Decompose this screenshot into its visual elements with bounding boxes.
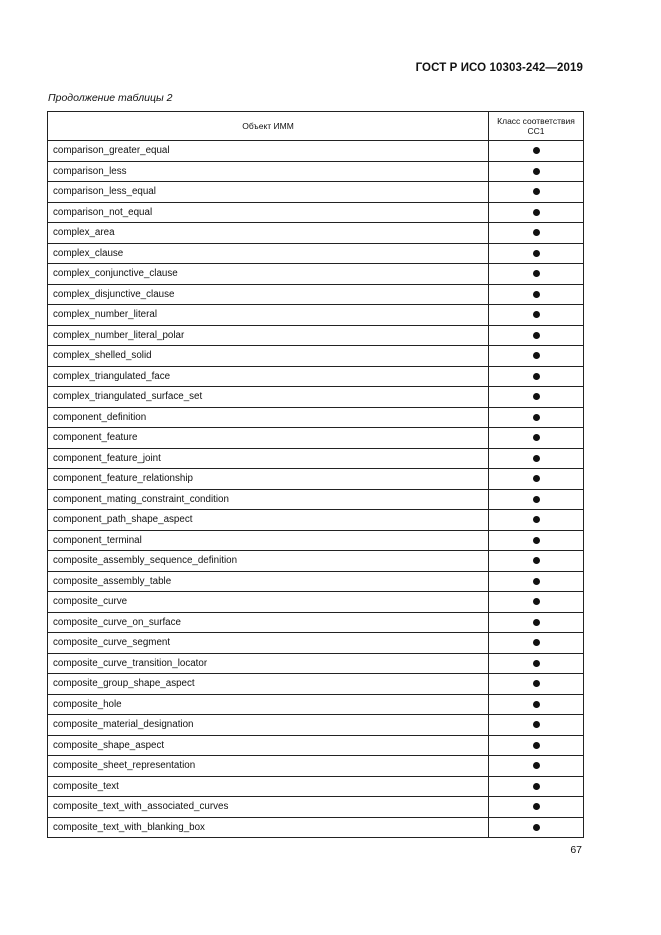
conformance-mark-cell bbox=[489, 448, 584, 469]
conformance-mark-cell bbox=[489, 715, 584, 736]
object-name-cell: composite_shape_aspect bbox=[48, 735, 489, 756]
conformance-table bbox=[47, 111, 584, 838]
conformance-mark-cell bbox=[489, 551, 584, 572]
object-name-cell: component_terminal bbox=[48, 530, 489, 551]
object-name-cell: component_feature bbox=[48, 428, 489, 449]
conformance-mark-cell bbox=[489, 407, 584, 428]
object-name-cell: complex_triangulated_face bbox=[48, 366, 489, 387]
filled-circle-icon bbox=[533, 783, 540, 790]
filled-circle-icon bbox=[533, 229, 540, 236]
object-name-cell: component_feature_relationship bbox=[48, 469, 489, 490]
object-name-cell: complex_number_literal bbox=[48, 305, 489, 326]
table-row bbox=[48, 243, 584, 264]
table-row bbox=[48, 141, 584, 162]
table-row bbox=[48, 571, 584, 592]
object-name-cell: component_feature_joint bbox=[48, 448, 489, 469]
conformance-mark-cell bbox=[489, 284, 584, 305]
conformance-mark-cell bbox=[489, 264, 584, 285]
table-row bbox=[48, 530, 584, 551]
table-row bbox=[48, 756, 584, 777]
object-name-cell: complex_clause bbox=[48, 243, 489, 264]
table-row bbox=[48, 407, 584, 428]
filled-circle-icon bbox=[533, 250, 540, 257]
filled-circle-icon bbox=[533, 639, 540, 646]
filled-circle-icon bbox=[533, 516, 540, 523]
object-name-cell: composite_material_designation bbox=[48, 715, 489, 736]
table-row bbox=[48, 284, 584, 305]
object-name-cell: composite_group_shape_aspect bbox=[48, 674, 489, 695]
conformance-mark-cell bbox=[489, 489, 584, 510]
object-name-cell: component_path_shape_aspect bbox=[48, 510, 489, 531]
filled-circle-icon bbox=[533, 680, 540, 687]
column-header-conformance-class bbox=[489, 112, 584, 141]
object-name-cell: complex_triangulated_surface_set bbox=[48, 387, 489, 408]
table-body bbox=[48, 141, 584, 838]
object-name-cell: component_mating_constraint_condition bbox=[48, 489, 489, 510]
filled-circle-icon bbox=[533, 578, 540, 585]
filled-circle-icon bbox=[533, 598, 540, 605]
conformance-mark-cell bbox=[489, 510, 584, 531]
table-row bbox=[48, 223, 584, 244]
table-row bbox=[48, 674, 584, 695]
object-name-cell: composite_curve bbox=[48, 592, 489, 613]
document-code: ГОСТ Р ИСО 10303-242—2019 bbox=[415, 62, 583, 74]
filled-circle-icon bbox=[533, 270, 540, 277]
table-row bbox=[48, 694, 584, 715]
filled-circle-icon bbox=[533, 475, 540, 482]
table-row bbox=[48, 305, 584, 326]
filled-circle-icon bbox=[533, 188, 540, 195]
conformance-mark-cell bbox=[489, 305, 584, 326]
table-row bbox=[48, 510, 584, 531]
conformance-mark-cell bbox=[489, 797, 584, 818]
conformance-mark-cell bbox=[489, 571, 584, 592]
filled-circle-icon bbox=[533, 393, 540, 400]
filled-circle-icon bbox=[533, 332, 540, 339]
conformance-mark-cell bbox=[489, 674, 584, 695]
table-row bbox=[48, 715, 584, 736]
object-name-cell: composite_text_with_associated_curves bbox=[48, 797, 489, 818]
object-name-cell: comparison_not_equal bbox=[48, 202, 489, 223]
conformance-mark-cell bbox=[489, 776, 584, 797]
conformance-mark-cell bbox=[489, 592, 584, 613]
table-row bbox=[48, 264, 584, 285]
table-row bbox=[48, 469, 584, 490]
object-name-cell: complex_shelled_solid bbox=[48, 346, 489, 367]
conformance-mark-cell bbox=[489, 735, 584, 756]
conformance-mark-cell bbox=[489, 756, 584, 777]
table-row bbox=[48, 776, 584, 797]
filled-circle-icon bbox=[533, 619, 540, 626]
table-row bbox=[48, 428, 584, 449]
table-row bbox=[48, 325, 584, 346]
table-row bbox=[48, 161, 584, 182]
conformance-mark-cell bbox=[489, 428, 584, 449]
filled-circle-icon bbox=[533, 496, 540, 503]
table-row bbox=[48, 366, 584, 387]
object-name-cell: composite_assembly_sequence_definition bbox=[48, 551, 489, 572]
conformance-mark-cell bbox=[489, 633, 584, 654]
filled-circle-icon bbox=[533, 762, 540, 769]
conformance-mark-cell bbox=[489, 366, 584, 387]
conformance-mark-cell bbox=[489, 141, 584, 162]
filled-circle-icon bbox=[533, 373, 540, 380]
table-row bbox=[48, 387, 584, 408]
filled-circle-icon bbox=[533, 434, 540, 441]
table-row bbox=[48, 202, 584, 223]
table-row bbox=[48, 797, 584, 818]
table-row bbox=[48, 551, 584, 572]
conformance-mark-cell bbox=[489, 182, 584, 203]
conformance-mark-cell bbox=[489, 202, 584, 223]
object-name-cell: complex_disjunctive_clause bbox=[48, 284, 489, 305]
conformance-mark-cell bbox=[489, 161, 584, 182]
object-name-cell: composite_hole bbox=[48, 694, 489, 715]
object-name-cell: complex_number_literal_polar bbox=[48, 325, 489, 346]
filled-circle-icon bbox=[533, 660, 540, 667]
filled-circle-icon bbox=[533, 803, 540, 810]
conformance-mark-cell bbox=[489, 325, 584, 346]
object-name-cell: complex_area bbox=[48, 223, 489, 244]
filled-circle-icon bbox=[533, 701, 540, 708]
table-row bbox=[48, 653, 584, 674]
filled-circle-icon bbox=[533, 209, 540, 216]
filled-circle-icon bbox=[533, 168, 540, 175]
conformance-mark-cell bbox=[489, 346, 584, 367]
object-name-cell: complex_conjunctive_clause bbox=[48, 264, 489, 285]
table-row bbox=[48, 817, 584, 838]
filled-circle-icon bbox=[533, 352, 540, 359]
filled-circle-icon bbox=[533, 291, 540, 298]
object-name-cell: composite_sheet_representation bbox=[48, 756, 489, 777]
filled-circle-icon bbox=[533, 537, 540, 544]
object-name-cell: comparison_less_equal bbox=[48, 182, 489, 203]
table-row bbox=[48, 592, 584, 613]
column-header-class-label: Класс соответствия bbox=[497, 116, 575, 126]
conformance-mark-cell bbox=[489, 653, 584, 674]
object-name-cell: composite_text_with_blanking_box bbox=[48, 817, 489, 838]
conformance-mark-cell bbox=[489, 694, 584, 715]
filled-circle-icon bbox=[533, 721, 540, 728]
conformance-mark-cell bbox=[489, 243, 584, 264]
table-header-row bbox=[48, 112, 584, 141]
filled-circle-icon bbox=[533, 557, 540, 564]
page-number: 67 bbox=[570, 844, 582, 856]
object-name-cell: comparison_greater_equal bbox=[48, 141, 489, 162]
conformance-mark-cell bbox=[489, 612, 584, 633]
conformance-mark-cell bbox=[489, 817, 584, 838]
object-name-cell: comparison_less bbox=[48, 161, 489, 182]
object-name-cell: composite_curve_on_surface bbox=[48, 612, 489, 633]
table-row bbox=[48, 346, 584, 367]
object-name-cell: component_definition bbox=[48, 407, 489, 428]
table-row bbox=[48, 735, 584, 756]
conformance-mark-cell bbox=[489, 469, 584, 490]
column-header-class-code: CC1 bbox=[527, 126, 545, 136]
object-name-cell: composite_assembly_table bbox=[48, 571, 489, 592]
filled-circle-icon bbox=[533, 455, 540, 462]
table-row bbox=[48, 182, 584, 203]
object-name-cell: composite_text bbox=[48, 776, 489, 797]
conformance-mark-cell bbox=[489, 530, 584, 551]
column-header-object: Объект ИММ bbox=[48, 112, 489, 141]
object-name-cell: composite_curve_transition_locator bbox=[48, 653, 489, 674]
table-caption: Продолжение таблицы 2 bbox=[48, 92, 173, 104]
conformance-mark-cell bbox=[489, 387, 584, 408]
filled-circle-icon bbox=[533, 824, 540, 831]
filled-circle-icon bbox=[533, 742, 540, 749]
filled-circle-icon bbox=[533, 311, 540, 318]
filled-circle-icon bbox=[533, 147, 540, 154]
table-row bbox=[48, 489, 584, 510]
table-row bbox=[48, 612, 584, 633]
conformance-mark-cell bbox=[489, 223, 584, 244]
object-name-cell: composite_curve_segment bbox=[48, 633, 489, 654]
table-row bbox=[48, 633, 584, 654]
filled-circle-icon bbox=[533, 414, 540, 421]
table-row bbox=[48, 448, 584, 469]
